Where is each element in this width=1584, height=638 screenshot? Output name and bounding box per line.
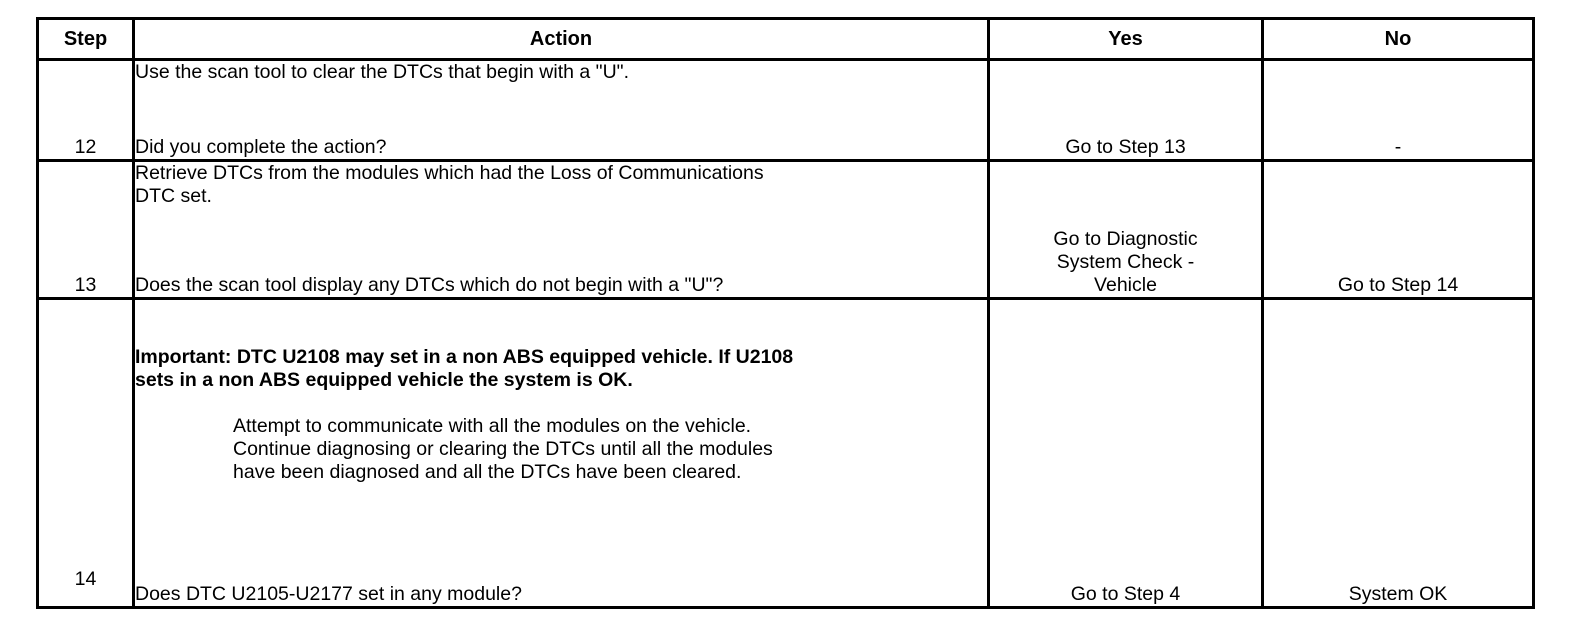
action-text-cont: DTC set.	[135, 185, 212, 207]
action-question: Did you complete the action?	[135, 136, 387, 158]
instruction-text-cont: Continue diagnosing or clearing the DTCs until all the modules	[233, 438, 773, 460]
header-no: No	[1263, 19, 1534, 60]
instruction-text: Attempt to communicate with all the modules on the vehicle.	[233, 415, 752, 437]
action-question: Does DTC U2105-U2177 set in any module?	[135, 583, 522, 605]
no-cell: -	[1263, 60, 1534, 161]
yes-text-line3: Vehicle	[1094, 274, 1157, 296]
step-number-label: 14	[74, 568, 97, 590]
action-cell	[134, 299, 989, 608]
diagnostic-table	[36, 17, 1535, 609]
yes-cell: Go to Step 4	[989, 299, 1263, 608]
yes-cell: Go to Step 13	[989, 60, 1263, 161]
table-row-step-12	[38, 60, 1534, 161]
no-cell: Go to Step 14	[1263, 161, 1534, 299]
important-note-cont: sets in a non ABS equipped vehicle the system is OK.	[135, 369, 633, 391]
yes-text-line2: System Check -	[1056, 251, 1195, 273]
yes-cell	[989, 161, 1263, 299]
header-action: Action	[134, 19, 989, 60]
action-text: Retrieve DTCs from the modules which had the Loss of Communications	[135, 162, 764, 184]
table-row-step-14	[38, 299, 1534, 608]
yes-text-line1: Go to Diagnostic	[1053, 228, 1198, 250]
header-yes: Yes	[989, 19, 1263, 60]
action-text: Use the scan tool to clear the DTCs that begin with a "U".	[135, 61, 629, 83]
table-row-step-13	[38, 161, 1534, 299]
header-row	[38, 19, 1534, 60]
action-question: Does the scan tool display any DTCs which do not begin with a "U"?	[135, 274, 724, 296]
no-cell: System OK	[1263, 299, 1534, 608]
step-number: 13	[38, 161, 134, 299]
step-number: 12	[38, 60, 134, 161]
action-cell	[134, 161, 989, 299]
instruction-text-cont2: have been diagnosed and all the DTCs have been cleared.	[233, 461, 742, 483]
step-number	[38, 299, 134, 608]
action-cell	[134, 60, 989, 161]
important-note: Important: DTC U2108 may set in a non ABS equipped vehicle. If U2108	[135, 346, 794, 368]
header-step: Step	[38, 19, 134, 60]
